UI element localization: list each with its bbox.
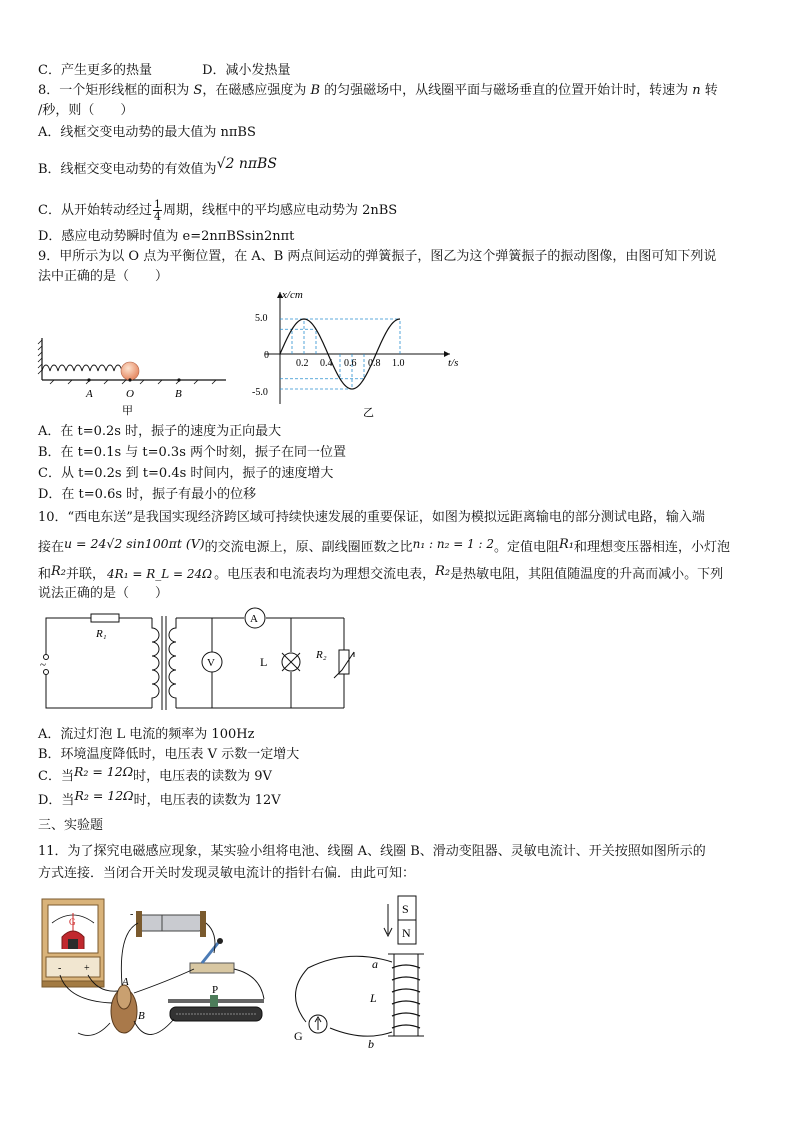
coil-label-l: L [370, 991, 377, 1005]
vibration-graph [252, 284, 475, 419]
x-tick-label: 0.4 [320, 358, 333, 369]
coil-end-b: b [368, 1037, 374, 1051]
q8-option-c: C．从开始转动经过 $\frac{1}{4}$ 周期，线框中的平均感应电动势为 2nBS [38, 198, 398, 223]
induction-apparatus-figure [38, 893, 278, 1053]
x-tick-label: 0.8 [368, 358, 381, 369]
primary-coil [152, 618, 159, 708]
x-tick-label: 0.2 [296, 358, 309, 369]
q10-stem-line3: 和R₂并联， 4R₁ = R_L = 24Ω 。电压表和电流表均为理想交流电表，R₂是热敏电阻，其阻值随温度的升高而减小。下列 [38, 564, 724, 582]
x-axis-label: t/s [448, 357, 459, 369]
coil-a [117, 985, 131, 1009]
label-r1: R₁ [96, 628, 107, 640]
q10-turns-ratio: n₁ : n₂ = 1 : 2 [412, 537, 494, 551]
q8-fraction: $\frac{1}{4}$ [153, 198, 161, 223]
q9-option-a: A．在 t=0.2s 时，振子的速度为正向最大 [38, 424, 282, 439]
magnet-n-label: N [402, 926, 411, 940]
slider-p: P [212, 984, 219, 996]
switch [190, 963, 234, 973]
lamp-label: L [260, 655, 268, 669]
coil-end-a: a [372, 957, 378, 971]
spring-coil [42, 365, 122, 371]
q9-stem-line1: 9．甲所示为以 O 点为平衡位置，在 A、B 两点间运动的弹簧振子，图乙为这个弹簧振子的振动图像，由图可知下列说 [38, 249, 717, 264]
terminal-minus: - [58, 963, 62, 974]
label-b: B [175, 388, 182, 400]
q10-resistance-eq: 4R₁ = R_L = 24Ω [107, 567, 213, 581]
label-a: A [86, 388, 93, 400]
galvanometer-g: G [69, 917, 76, 927]
voltmeter-label: V [207, 657, 215, 669]
label-r2: R₂ [316, 649, 327, 661]
q11-stem-line1: 11．为了探究电磁感应现象，某实验小组将电池、线圈 A、线圈 B、滑动变阻器、灵敏电流计、开关按照如图所示的 [38, 844, 706, 859]
q8-option-d: D．感应电动势瞬时值为 e=2nπBSsin2nπt [38, 229, 295, 244]
q9-option-d: D．在 t=0.6s 时，振子有最小的位移 [38, 487, 257, 502]
ac-symbol: ~ [40, 659, 46, 671]
q7-option-d: D．减小发热量 [202, 63, 291, 78]
transformer-circuit [36, 604, 366, 722]
q9-option-b: B．在 t=0.1s 与 t=0.3s 两个时刻，振子在同一位置 [38, 445, 347, 460]
q8-stem-line2: /秒，则（ ） [38, 103, 134, 118]
magnet-coil-figure [278, 890, 448, 1050]
x-tick-label: 0.6 [344, 358, 357, 369]
galvanometer-label: G [294, 1029, 303, 1043]
q10-option-c: C．当R₂ = 12Ω时，电压表的读数为 9V [38, 764, 272, 784]
label-o: O [126, 388, 134, 400]
oscillator-ball [121, 362, 139, 380]
q10-stem-line4: 说法正确的是（ ） [38, 586, 169, 601]
section-heading: 三、实验题 [38, 818, 104, 833]
ammeter-label: A [250, 613, 258, 625]
q9-stem-line2: 法中正确的是（ ） [38, 269, 169, 284]
caption-jia: 甲 [122, 405, 133, 417]
q8-option-b: B．线框交变电动势的有效值为√2 nπBS [38, 156, 277, 177]
battery [138, 915, 202, 931]
q10-stem-line1: 10．“西电东送”是我国实现经济跨区域可持续快速发展的重要保证，如图为模拟远距离输电的部分测试电路，输入端 [38, 510, 705, 525]
q10-voltage-expr: u = 24√2 sin100πt (V) [64, 536, 205, 551]
x-tick-label: 1.0 [392, 358, 405, 369]
y-axis-label: x/cm [282, 289, 303, 301]
q10-stem-line2: 接在u = 24√2 sin100πt (V)的交流电源上，原、副线圈匝数之比n₁ : n₂ = 1 : 2。定值电阻R₁和理想变压器相连，小灯泡 [38, 536, 731, 555]
q7-option-c: C．产生更多的热量 [38, 63, 152, 78]
q9-option-c: C．从 t=0.2s 到 t=0.4s 时间内，振子的速度增大 [38, 466, 334, 481]
q8-option-b-expr: √2 nπBS [216, 156, 277, 172]
terminal-plus: + [84, 963, 90, 974]
y-tick-0: 0 [264, 350, 269, 361]
q8-stem-line1: 8．一个矩形线框的面积为 S，在磁感应强度为 B 的匀强磁场中，从线圈平面与磁场垂直的位置开始计时，转速为 n 转 [38, 83, 718, 98]
battery-minus: - [130, 909, 134, 920]
coil-label-b: B [138, 1010, 145, 1022]
magnet-s-label: S [402, 902, 409, 916]
q11-stem-line2: 方式连接．当闭合开关时发现灵敏电流计的指针右偏．由此可知： [38, 866, 416, 881]
secondary-coil [169, 618, 176, 708]
spring-oscillator-figure [38, 334, 228, 420]
q10-option-a: A．流过灯泡 L 电流的频率为 100Hz [38, 727, 255, 742]
resistor-r1 [91, 614, 119, 622]
q7-options [38, 62, 291, 80]
caption-yi: 乙 [363, 407, 374, 419]
coil-label-a: A [122, 976, 129, 988]
q8-option-a: A．线框交变电动势的最大值为 nπBS [38, 125, 256, 140]
q10-option-b: B．环境温度降低时，电压表 V 示数一定增大 [38, 747, 300, 762]
y-tick-5: 5.0 [255, 313, 268, 324]
q10-option-d: D．当R₂ = 12Ω时，电压表的读数为 12V [38, 788, 281, 808]
y-tick-neg5: -5.0 [252, 387, 268, 398]
